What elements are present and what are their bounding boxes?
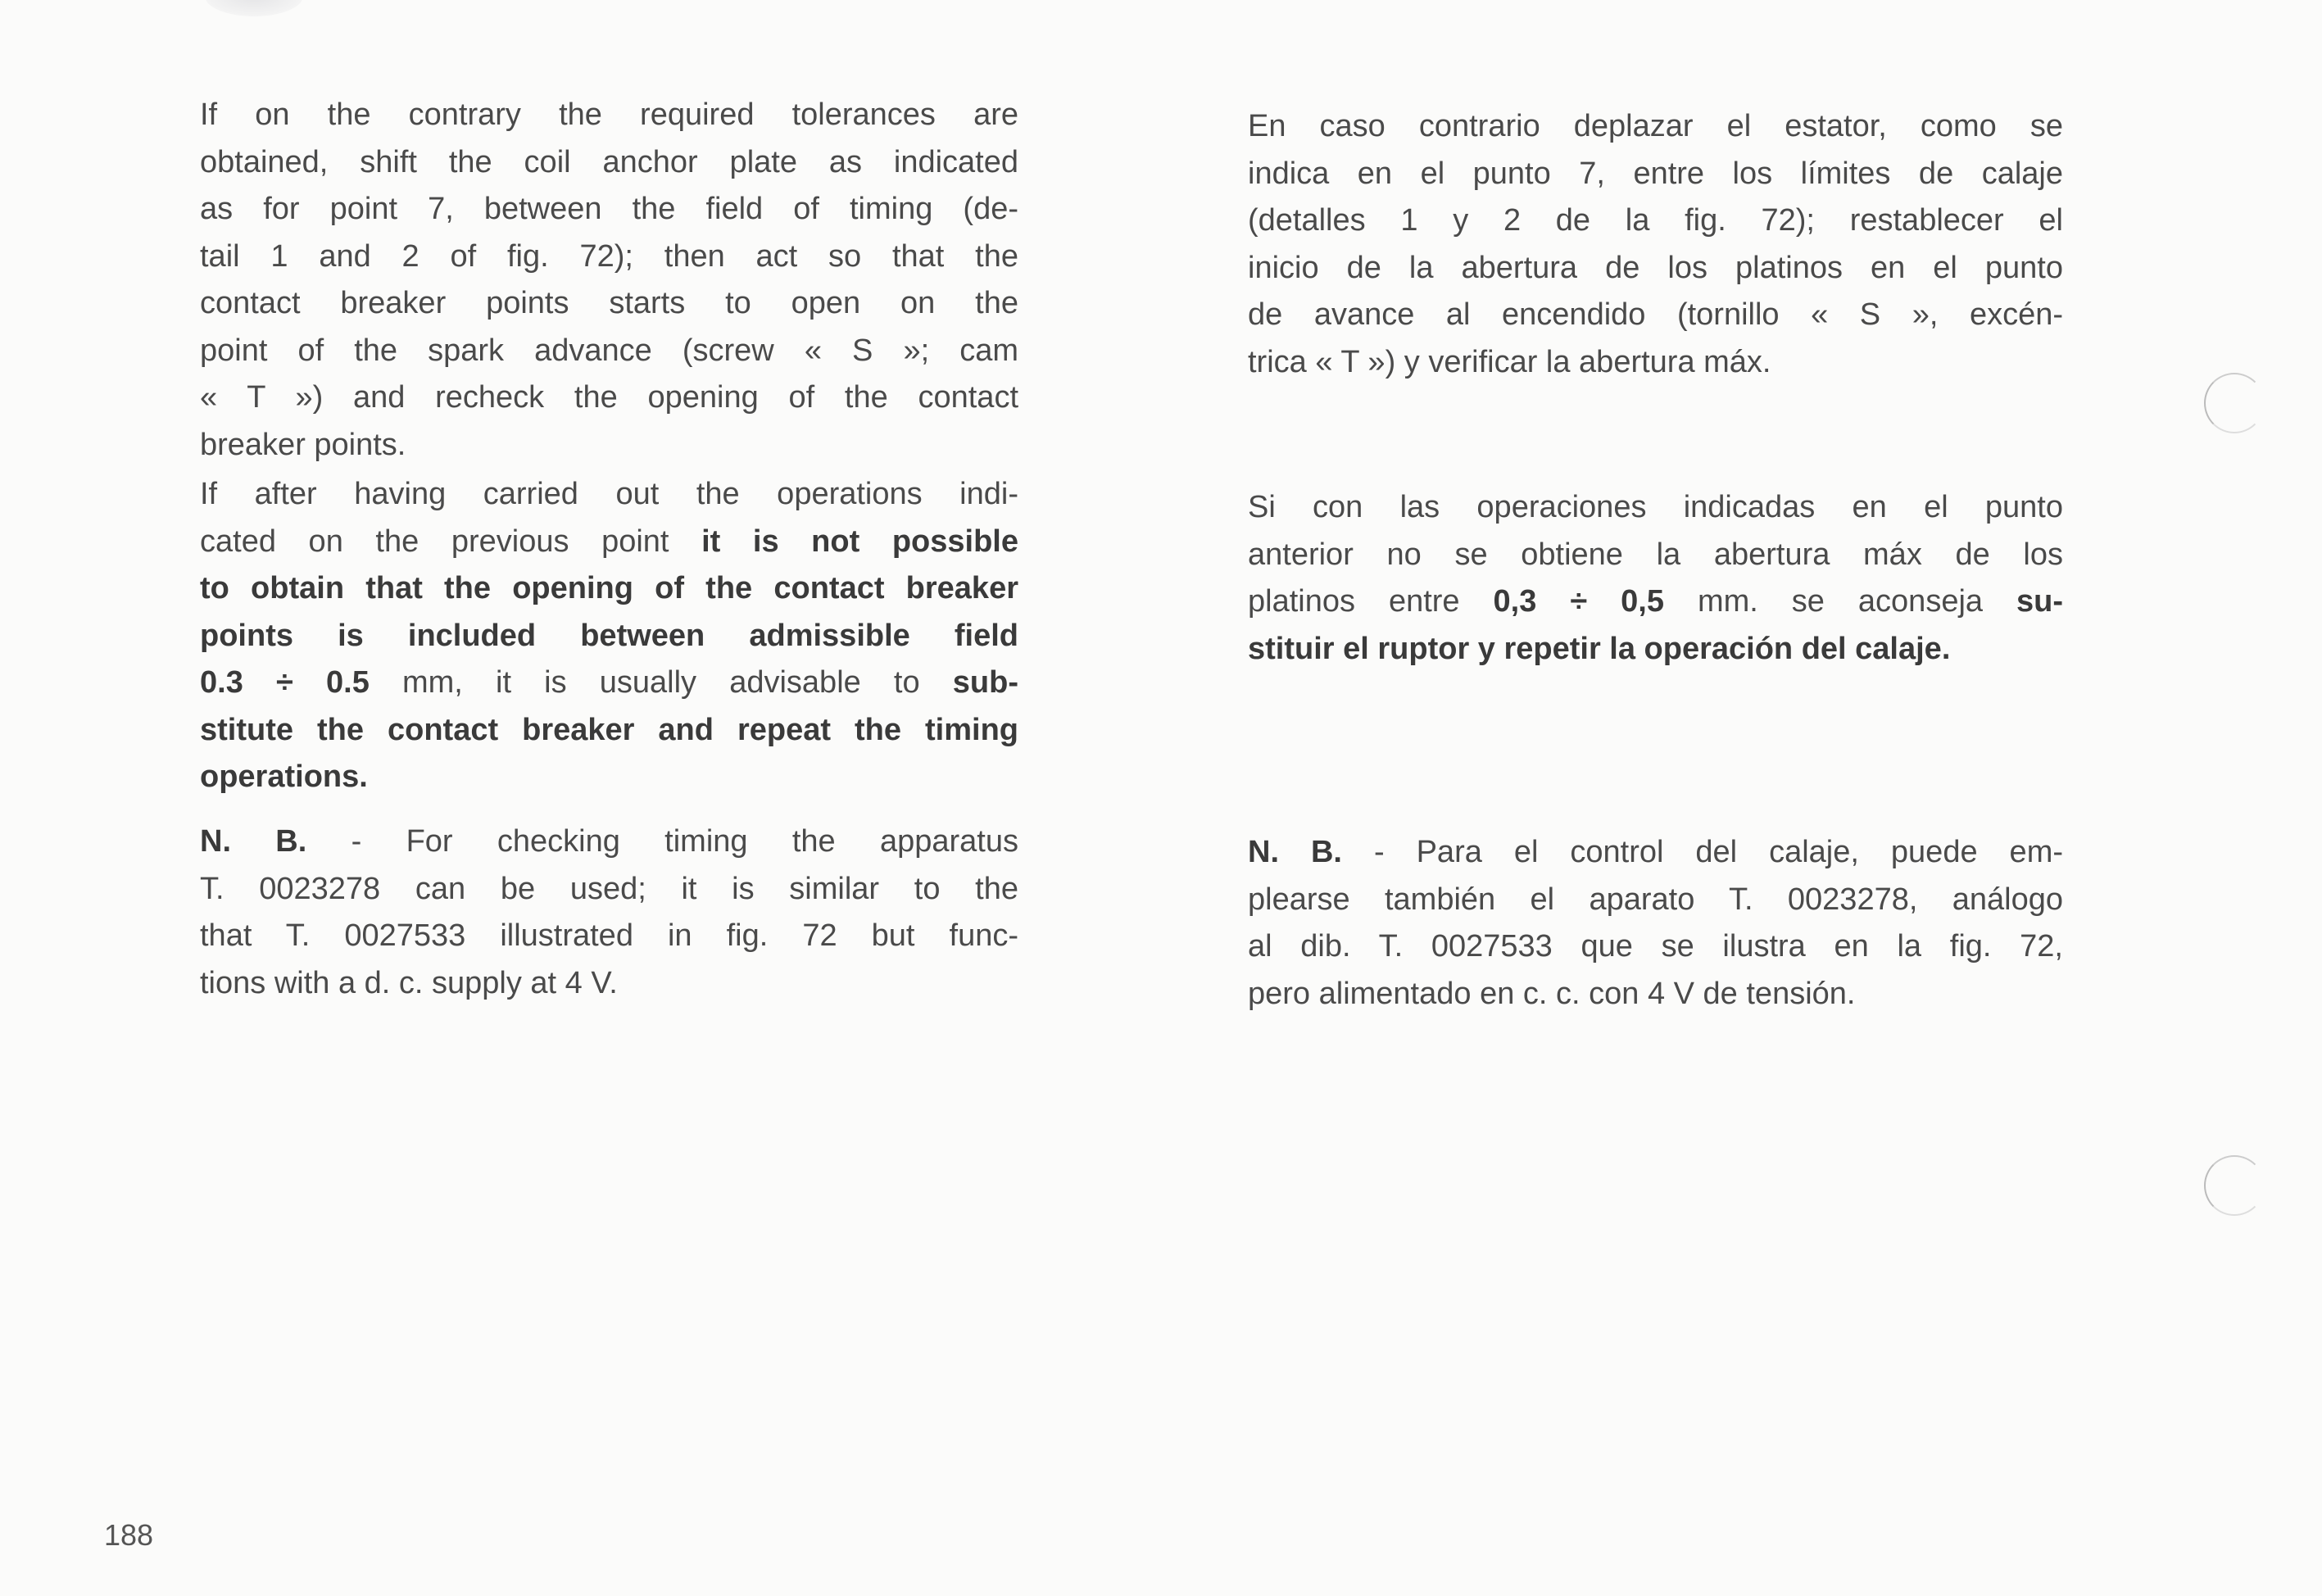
text-line [200, 866, 1018, 914]
binder-hole [2204, 1155, 2265, 1216]
paragraph-en-nb [200, 818, 1018, 1007]
text-line [1248, 484, 2063, 532]
text: mm, it is usually advisable to [369, 665, 953, 700]
text-line [200, 234, 1018, 281]
text-line [200, 818, 1018, 866]
text: al dib. T. 0027533 que se ilustra en la fig. 72, [1248, 929, 2063, 963]
text-line [1248, 103, 2063, 151]
text: cated on the previous point [200, 524, 702, 559]
bold-text: su- [2016, 584, 2063, 619]
text-line [1248, 578, 2063, 626]
paragraph-es-2 [1248, 484, 2063, 673]
text: indica en el punto 7, entre los límites de calaje [1248, 156, 2063, 191]
text-line [1248, 971, 2063, 1018]
paragraph-en-2 [200, 471, 1018, 801]
text-line [200, 565, 1018, 613]
text-line [1248, 877, 2063, 924]
text-line [200, 374, 1018, 422]
scan-smudge [205, 0, 303, 16]
page-number: 188 [104, 1518, 154, 1552]
bold-text: 0,3 ÷ 0,5 [1493, 584, 1664, 619]
text: tail 1 and 2 of fig. 72); then act so that the [200, 238, 1018, 274]
text: Si con las operaciones indicadas en el punto [1248, 490, 2063, 524]
text: T. 0023278 can be used; it is similar to the [200, 871, 1018, 906]
text-line [1248, 292, 2063, 339]
text-line [200, 92, 1018, 139]
bold-text: operations. [200, 759, 368, 794]
bold-text: stituir el ruptor y repetir la operación del calaje. [1248, 631, 1951, 666]
text-line [1248, 245, 2063, 292]
text: breaker points. [200, 427, 406, 462]
text: - Para el control del calaje, puede em- [1341, 835, 2063, 869]
text-line [200, 519, 1018, 566]
text-line [1248, 151, 2063, 198]
text-line [200, 613, 1018, 660]
text-line [200, 328, 1018, 375]
text: obtained, shift the coil anchor plate as indicated [200, 144, 1018, 179]
paragraph-es-1 [1248, 103, 2063, 386]
bold-text: N. B. [200, 824, 307, 859]
paragraph-en-1 [200, 92, 1018, 469]
text-line [200, 960, 1018, 1008]
text: de avance al encendido (tornillo « S », excén- [1248, 297, 2063, 332]
paragraph-es-nb [1248, 829, 2063, 1018]
text: mm. se aconseja [1664, 584, 2016, 619]
text: inicio de la abertura de los platinos en el punto [1248, 250, 2063, 285]
text-line [200, 471, 1018, 519]
text-line [1248, 532, 2063, 579]
text: contact breaker points starts to open on the [200, 286, 1018, 320]
text: trica « T ») y verificar la abertura máx. [1248, 344, 1771, 379]
text-line [200, 660, 1018, 707]
bold-text: 0.3 ÷ 0.5 [200, 665, 370, 700]
text: plearse también el aparato T. 0023278, análogo [1248, 882, 2063, 917]
text-line [200, 139, 1018, 187]
text-line [200, 186, 1018, 234]
text: If on the contrary the required tolerances are [200, 97, 1018, 132]
bold-text: to obtain that the opening of the contact breaker [200, 571, 1018, 605]
binder-hole [2204, 373, 2265, 433]
text-line [200, 422, 1018, 469]
text-line [200, 754, 1018, 801]
text: pero alimentado en c. c. con 4 V de tensión. [1248, 976, 1856, 1011]
bold-text: sub- [952, 665, 1018, 700]
text: En caso contrario deplazar el estator, como se [1248, 109, 2063, 143]
text-line [200, 913, 1018, 960]
text: « T ») and recheck the opening of the contact [200, 380, 1018, 415]
text: point of the spark advance (screw « S »; cam [200, 333, 1018, 368]
text-line [1248, 197, 2063, 245]
text: - For checking timing the apparatus [306, 824, 1018, 859]
text: anterior no se obtiene la abertura máx de los [1248, 537, 2063, 572]
bold-text: it is not possible [701, 524, 1019, 559]
text: If after having carried out the operations indi- [200, 477, 1018, 511]
text-line [1248, 829, 2063, 877]
bold-text: stitute the contact breaker and repeat the timing [200, 712, 1018, 747]
text: (detalles 1 y 2 de la fig. 72); restablecer el [1248, 203, 2063, 238]
text-line [200, 280, 1018, 328]
bold-text: points is included between admissible field [200, 618, 1018, 653]
text: as for point 7, between the field of timing (de- [200, 192, 1018, 226]
text-line [1248, 626, 2063, 673]
text-line [1248, 923, 2063, 971]
bold-text: N. B. [1248, 835, 1342, 869]
text: tions with a d. c. supply at 4 V. [200, 965, 618, 1000]
text: platinos entre [1248, 584, 1494, 619]
text-line [1248, 339, 2063, 387]
text: that T. 0027533 illustrated in fig. 72 but func- [200, 918, 1018, 953]
text-line [200, 707, 1018, 755]
